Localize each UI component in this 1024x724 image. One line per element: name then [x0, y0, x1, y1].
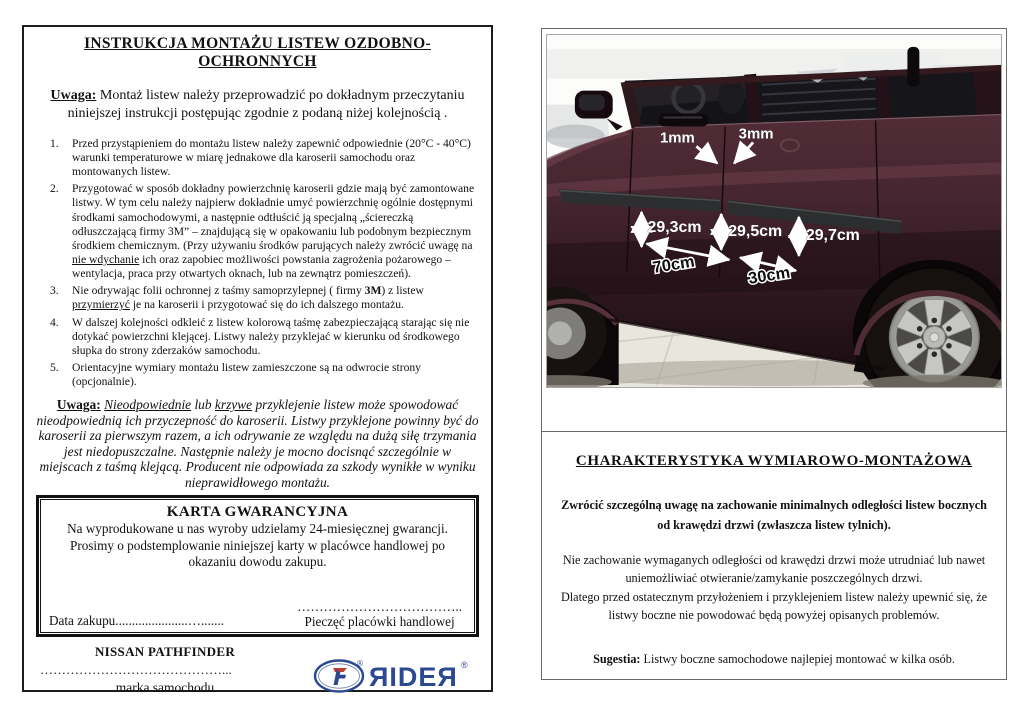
section-body-line2: Dlatego przed ostatecznym przyłożeniem i przyklejeniem listew należy upewnić się, że listwy boczne nie powodować będą powyżej opisanych problemów.: [560, 589, 988, 622]
measure-height-mid: 29,5cm: [728, 222, 783, 240]
suggestion-line: [556, 652, 992, 667]
warranty-card: [36, 495, 479, 637]
instruction-step: 4. W dalszej kolejności odkleić z listew kolorową taśmę zabezpieczającą starając się nie dotykać powierzchni klejącej. Listwy należy przyklejać w kierunku od środkowego słupka do strony zderzaków samochodu.: [50, 315, 470, 357]
car-photo-graphic: [547, 35, 1001, 387]
rider-logo-graphic: [313, 652, 473, 698]
warranty-line2: Prosimy o podstemplowanie niniejszej karty w placówce handlowej po okazaniu dowodu zakupu.: [69, 537, 446, 570]
measure-gap-rear: 3mm: [738, 125, 774, 143]
car-photo: [546, 34, 1002, 388]
measure-gap-front: 1mm: [660, 129, 695, 147]
warning-paragraph: [36, 397, 479, 490]
car-model-dots: ……………………………………...: [40, 662, 232, 678]
suggestion-text: Listwy boczne samochodowe najlepiej montować w kilka osób.: [640, 652, 955, 667]
logo-reg-left: ®: [357, 659, 363, 669]
page-title: INSTRUKCJA MONTAŻU LISTEW OZDOBNO-OCHRONNYCH: [84, 35, 431, 70]
section-body-line1: Nie zachowanie wymaganych odległości od krawędzi drzwi może utrudniać lub nawet uniemożliwiać otwieranie/zamykanie poszczególnych drzwi.: [562, 553, 986, 586]
instruction-step: 1. Przed przystąpieniem do montażu listew należy zapewnić odpowiednie (20°C - 40°C) warunki temperaturowe w miarę jednakowe dla karoserii samochodu oraz montowanych listew.: [50, 136, 471, 179]
logo-text: ЯIDEЯ: [369, 662, 458, 693]
rider-logo: [313, 652, 473, 698]
dimensions-page: [541, 28, 1007, 680]
warranty-line1: Na wyprodukowane u nas wyroby udzielamy 24-miesięcznej gwarancji.: [67, 521, 448, 537]
car-model-label: marka samochodu: [115, 680, 215, 696]
measure-height-rear: 29,7cm: [805, 226, 860, 244]
measure-length-front: 70cm: [651, 252, 696, 277]
intro-paragraph: [36, 87, 479, 123]
instruction-step: 3. Nie odrywając folii ochronnej z taśmy samoprzylepnej ( firmy 3M) z listew przymierzyć je na karoserii i przygotować się do ich dalszego montażu.: [50, 284, 424, 312]
section-divider: [542, 431, 1006, 432]
purchase-date-field: Data zakupu......................….......: [49, 613, 225, 629]
instruction-steps: [36, 137, 479, 389]
intro-text: Montaż listew należy przeprowadzić po dokładnym przeczytaniu niniejszej instrukcji postępując zgodnie z podaną niżej kolejnością .: [67, 88, 465, 121]
car-model-block: [40, 644, 290, 696]
section-body: [556, 551, 992, 624]
stamp-label: Pieczęć placówki handlowej: [304, 614, 455, 630]
section-title: CHARAKTERYSTYKA WYMIAROWO-MONTAŻOWA: [575, 453, 973, 469]
instruction-page: [22, 25, 493, 696]
measure-length-rear: 30cm: [747, 263, 792, 288]
intro-label: Uwaga:: [50, 88, 97, 103]
stamp-field: [297, 599, 466, 629]
measure-height-front: 29,3cm: [647, 218, 702, 236]
logo-reg-right: ®: [461, 660, 468, 671]
car-model: NISSAN PATHFINDER: [94, 644, 236, 660]
instruction-step: 2. Przygotować w sposób dokładny powierzchnię karoserii gdzie mają być zamontowane listwy. W tym celu należy najpierw dokładnie umyć powierzchnię ogólnie dostępnymi środkami samochodowymi, a następnie odtłuścić ją specjalną „ściereczką odłuszczającą firmy 3M” – znajdującą się w opakowaniu lub podobnym bezpiecznym środkiem chemicznym. (Przy używaniu środków parujących należy zwrócić uwagę na nie wdychanie ich oraz zapobiec możliwości powstania zagrożenia pożarowego – wentylacja, praca przy otwartych oknach, lub na zewnątrz pomieszczeń).: [50, 182, 475, 281]
warning-label: Uwaga:: [56, 397, 101, 413]
warranty-title: KARTA GWARANCYJNA: [166, 504, 349, 521]
instruction-step: 5. Orientacyjne wymiary montażu listew zamieszczone są na odwrocie strony (opcjonalnie).: [50, 360, 421, 389]
suggestion-label: Sugestia:: [593, 652, 641, 667]
stamp-dots: ………………………………..: [297, 599, 462, 615]
section-bold-note: Zwrócić szczególną uwagę na zachowanie minimalnych odległości listew bocznych od krawędzi drzwi (zwłaszcza listew tylnich).: [561, 498, 987, 532]
warning-text: Nieodpowiednie lub krzywe przyklejenie listew może spowodować nieodpowiednią ich przyczepność do karoserii. Listwy przyklejone powinny być do karoserii za pierwszym razem, a ich odrywanie ze względu na dużą siłę trzymania jest niedopuszczalne. Następnie należy je mocno docisnąć szczególnie w miejscach z taśmą klejącą. Producent nie odpowiada za szkody wynikłe w wyniku nieprawidłowego montażu.: [36, 397, 479, 490]
dimension-characteristics: [542, 433, 1006, 679]
